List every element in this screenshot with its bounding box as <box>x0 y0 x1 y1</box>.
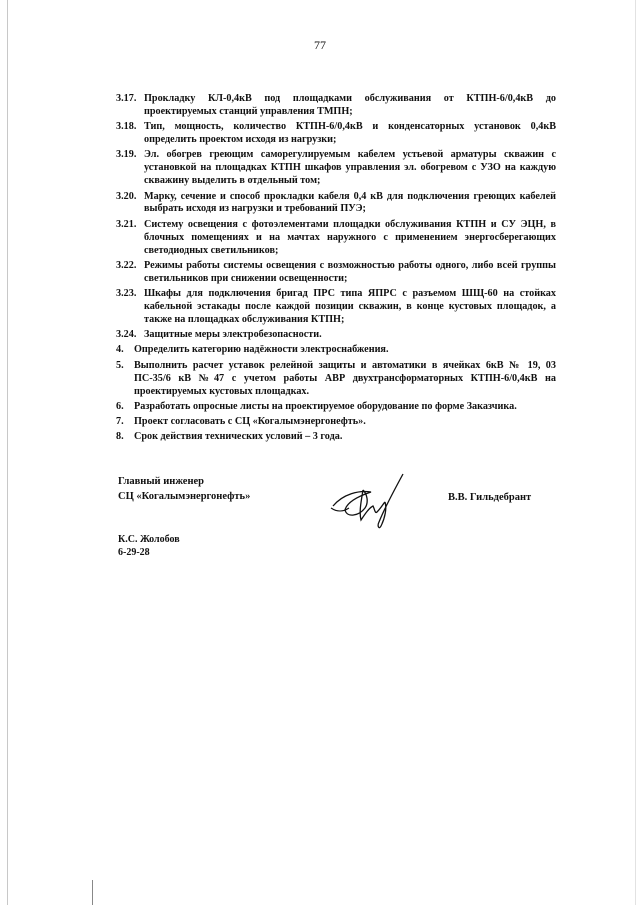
item-number: 5. <box>116 359 124 371</box>
item-number: 3.24. <box>116 329 137 341</box>
item-text: Определить категорию надёжности электроснабжения. <box>134 344 389 356</box>
item-number: 3.23. <box>116 288 137 300</box>
item-text: Защитные меры электробезопасности. <box>144 329 322 341</box>
item-text: Прокладку КЛ-0,4кВ под площадками обслуживания от КТПН-6/0,4кВ до проектируемых станций управления ТМПН; <box>144 93 556 117</box>
page-number: 77 <box>314 38 326 52</box>
item-number: 7. <box>116 416 124 428</box>
list-item <box>116 191 556 217</box>
item-text: Разработать опросные листы на проектируемое оборудование по форме Заказчика. <box>134 400 517 412</box>
item-text: Режимы работы системы освещения с возможностью работы одного, либо всей группы светильников при снижении освещенности; <box>144 259 556 284</box>
item-number: 6. <box>116 400 124 412</box>
item-number: 3.19. <box>116 149 137 161</box>
list-item <box>116 121 556 147</box>
author-name: К.С. Жолобов <box>118 534 180 545</box>
item-text: Выполнить расчет уставок релейной защиты и автоматики в ячейках 6кВ № 19, 03 ПС-35/6 кВ №47 с учетом работы АВР двухтрансформаторных КТПН-6/0,4кВ на проектируемых кустовых площадках. <box>134 359 556 397</box>
item-text: Срок действия технических условий – 3 года. <box>134 431 343 443</box>
item-number: 3.20. <box>116 190 137 202</box>
list-item <box>116 288 556 327</box>
scan-edge-left <box>7 0 8 905</box>
item-number: 8. <box>116 431 124 443</box>
handwritten-signature <box>325 468 415 534</box>
scan-mark <box>92 880 93 905</box>
document-footer <box>118 534 180 559</box>
list-item <box>116 149 556 188</box>
item-text: Шкафы для подключения бригад ПРС типа ЯПРС с разъемом ШЩ-60 на стойках кабельной эстакады после каждой позиции скважин, в конце кустовых площадок, а также на площадках обслуживания КТПН; <box>144 288 556 325</box>
item-text: Систему освещения с фотоэлементами площадки обслуживания КТПН и СУ ЭЦН, в блочных помещениях и на мачтах наружного с применением энергосберегающих светодиодных светильников; <box>144 218 556 256</box>
item-number: 3.17. <box>116 93 137 104</box>
list-item <box>116 360 556 399</box>
item-text: Проект согласовать с СЦ «Когалымэнергонефть». <box>134 416 366 428</box>
item-number: 3.21. <box>116 218 137 230</box>
item-number: 3.22. <box>116 259 137 271</box>
scan-edge-right <box>635 0 636 905</box>
list-item <box>116 260 556 286</box>
list-item <box>116 329 556 342</box>
list-item <box>116 431 556 444</box>
author-phone: 6-29-28 <box>118 546 150 558</box>
list-item <box>116 401 556 414</box>
item-number: 4. <box>116 344 124 356</box>
list-item <box>116 416 556 429</box>
item-text: Марку, сечение и способ прокладки кабеля 0,4 кВ для подключения греющих кабелей выбрать исходя из нагрузки и требований ПУЭ; <box>144 190 556 215</box>
item-number: 3.18. <box>116 121 137 133</box>
signer-organization: СЦ «Когалымэнергонефть» <box>118 491 251 502</box>
signer-position: Главный инженер <box>118 476 205 487</box>
list-item <box>116 219 556 258</box>
item-text: Тип, мощность, количество КТПН-6/0,4кВ и конденсаторных установок 0,4кВ определить проектом исходя из нагрузки; <box>144 121 556 146</box>
list-item <box>116 93 556 119</box>
signer-name: В.В. Гильдебрант <box>448 492 532 503</box>
item-text: Эл. обогрев греющим саморегулируемым кабелем устьевой арматуры скважин с установкой на площадках КТПН шкафов управления эл. обогревом с УЗО на каждую скважину выделить в отдельный том; <box>144 149 556 187</box>
list-item <box>116 344 556 357</box>
requirements-list <box>116 93 556 447</box>
